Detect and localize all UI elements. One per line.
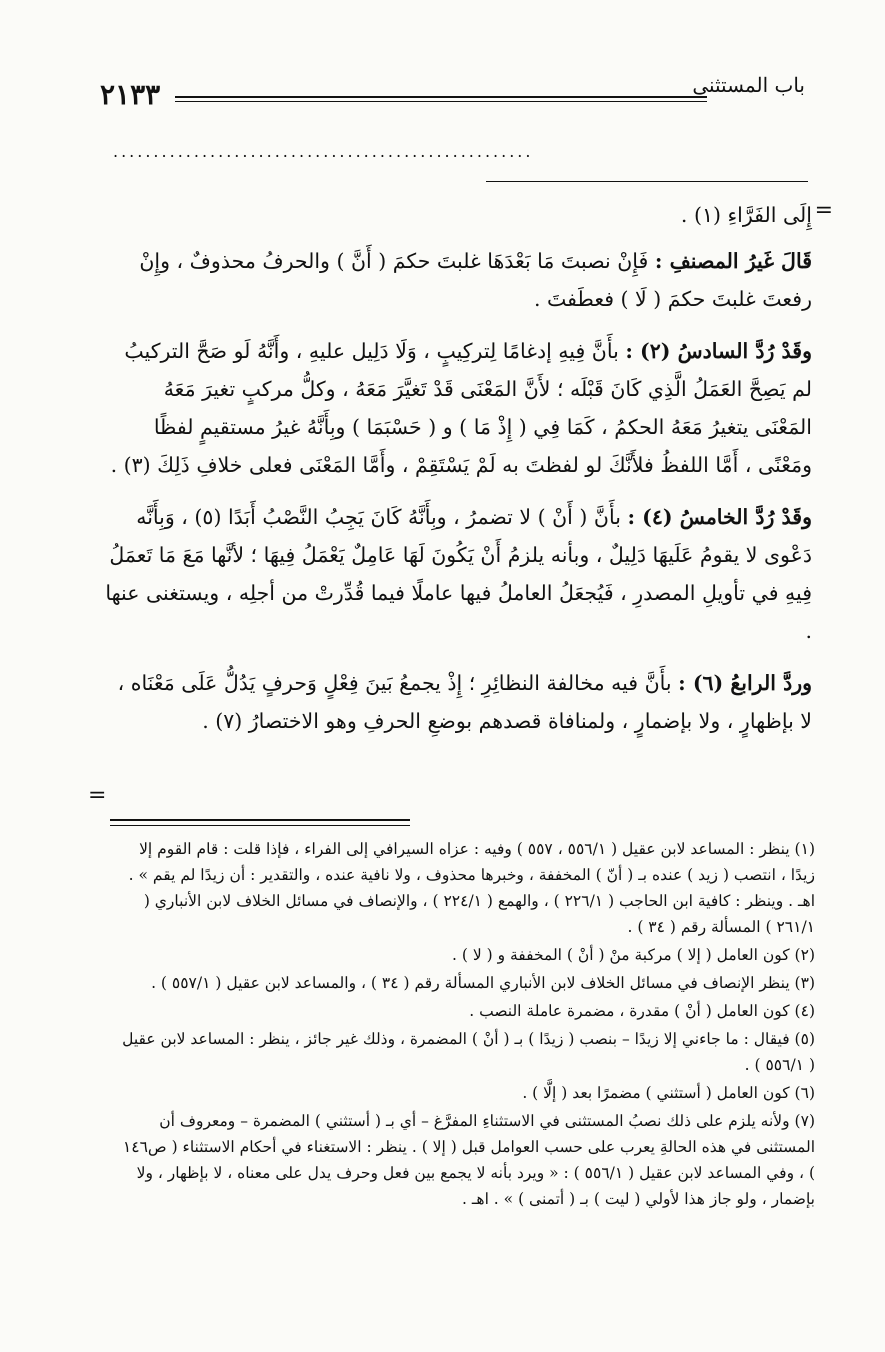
footnote-7: (٧) ولأنه يلزم على ذلك نصبُ المستثنى في الاستثناءِ المفرَّغ – أي بـ ( أستثني ) المضمرة – ومعروف أن المستثنى في هذه الحالةِ يعرب على حسب العوامل قبل ( إلا ) . ينظر : الاستغناء في أحكام الاستثناء ( ص١٤٦ ) ، وفي المساعد لابن عقيل ( ٥٥٦/١ ) : « ويرد بأنه لا يجمع بين فعل وحرف يدل على معناه ، لا بإظهار ، ولا بإضمار ، ولو جاز هذا لأولي ( ليت ) بـ ( أتمنى ) » . اهـ . — [122, 1112, 815, 1208]
footnote-4: (٤) كون العامل ( أنْ ) مقدرة ، مضمرة عاملة النصب . — [469, 1002, 815, 1020]
footnote-1: (١) ينظر : المساعد لابن عقيل ( ٥٥٦/١ ، ٥٥٧ ) وفيه : عزاه السيرافي إلى الفراء ، فإذا قلت : قام القوم إلا زيدًا ، انتصب ( زيد ) عنده بـ ( أنّ ) المخففة ، وخبرها محذوف ، ولا نافية عنده ، والتقدير : أن زيدًا لم يقم » . اهـ . وينظر : كافية ابن الحاجب ( ٢٢٦/١ ) ، والهمع ( ٢٢٤/١ ) ، والإنصاف في مسائل الخلاف لابن الأنباري ( ٢٦١/١ ) المسألة رقم ( ٣٤ ) . — [128, 840, 815, 936]
paragraph-continuation: إِلَى الفَرَّاءِ (١) . — [680, 203, 812, 227]
dotted-separator: .................................................... — [113, 142, 534, 161]
paragraph-4-lead: وردَّ الرابعُ (٦) : — [678, 671, 812, 695]
paragraph-2 — [105, 332, 812, 484]
header-rule — [175, 96, 707, 98]
continuation-mark: = — [814, 198, 833, 223]
paragraph-1-text: فَإِنْ نصبتَ مَا بَعْدَهَا غلبتَ حكمَ ( أَنَّ ) والحرفُ محذوفٌ ، وإِنْ رفعتَ غلبتَ حكمَ ( لَا ) فعطَفتَ . — [139, 249, 812, 311]
footnote-5: (٥) فيقال : ما جاءني إلا زيدًا – بنصب ( زيدًا ) بـ ( أنْ ) المضمرة ، وذلك غير جائز ، ينظر : المساعد لابن عقيل ( ٥٥٦/١ ) . — [122, 1030, 815, 1074]
header-rule-secondary — [175, 101, 707, 102]
paragraph-1 — [105, 242, 812, 318]
paragraph-4-text: بأَنَّ فيه مخالفة النظائِرِ ؛ إِذْ يجمعُ بَينَ فِعْلٍ وَحرفٍ يَدُلُّ عَلَى مَعْنَاه ، لا بإظهارٍ ، ولا بإضمارٍ ، ولمنافاة قصدهم بوضعِ الحرفِ وهو الاختصارُ (٧) . — [117, 671, 812, 733]
page-number: ٢١٣٣ — [100, 78, 161, 111]
paragraph-3-text: بأَنَّ ( أَنْ ) لا تضمرُ ، وبِأَنَّهُ كَانَ يَجِبُ النَّصْبُ أَبَدًا (٥) ، وَبِأَنَّه دَعْوى لا يقومُ عَلَيهَا دَلِيلٌ ، وبأنه يلزمُ أَنْ يَكُونَ لَهَا عَامِلٌ يَعْمَلُ فِيهَا ؛ لأنَّها مَعَ مَا تَعمَلُ فِيهِ في تأويلِ المصدرِ ، فَيُجعَلُ العاملُ فيها عاملًا فيما قُدِّرتْ من أجلِه ، ويستغنى عنها . — [105, 505, 812, 643]
paragraph-4 — [105, 664, 812, 740]
paragraph-1-lead: قَالَ غَيرُ المصنفِ : — [654, 249, 812, 273]
paragraph-3-lead: وقَدْ رُدَّ الخامسُ (٤) : — [627, 505, 812, 529]
footnote-rule-secondary — [110, 825, 410, 826]
chapter-title: باب المستثنى — [692, 73, 805, 97]
paragraph-2-text: بأَنَّ فِيهِ إدغامًا لِتركِيبٍ ، وَلَا دَلِيل عليهِ ، وأَنَّهُ لَو صَحَّ التركيبُ لم يَصِحَّ العَمَلُ الَّذِي كَانَ قَبْلَه ؛ لأَنَّ المَعْنَى قَدْ تَغيَّرَ مَعَهُ ، وكلُّ مركبٍ تغيرَ مَعَهُ المَعْنَى يتغيرُ مَعَهُ الحكمُ ، كَمَا فِي ( إِذْ مَا ) و ( حَسْبَمَا ) وبِأَنَّهُ غيرُ مستقيمٍ لفظًا ومَعْنًى ، أَمَّا اللفظُ فلأَنَّكَ لو لفظتَ به لَمْ يَسْتَقِمْ ، وأَمَّا المَعْنَى فعلى خلافِ ذَلِكَ (٣) . — [110, 339, 812, 477]
paragraph-2-lead: وقَدْ رُدَّ السادسُ (٢) : — [625, 339, 812, 363]
paragraph-3 — [105, 498, 812, 650]
end-continuation-mark: = — [88, 783, 107, 808]
footnote-3: (٣) ينظر الإنصاف في مسائل الخلاف لابن الأنباري المسألة رقم ( ٣٤ ) ، والمساعد لابن عقيل ( ٥٥٧/١ ) . — [151, 974, 815, 992]
footnote-2: (٢) كون العامل ( إلا ) مركبة منْ ( أنْ ) المخففة و ( لا ) . — [452, 946, 815, 964]
footnote-rule — [110, 819, 410, 821]
footnotes — [112, 836, 815, 1212]
separator-rule — [486, 181, 808, 182]
main-text — [105, 196, 812, 754]
footnote-6: (٦) كون العامل ( أستثني ) مضمرًا بعد ( إلَّا ) . — [522, 1084, 815, 1102]
